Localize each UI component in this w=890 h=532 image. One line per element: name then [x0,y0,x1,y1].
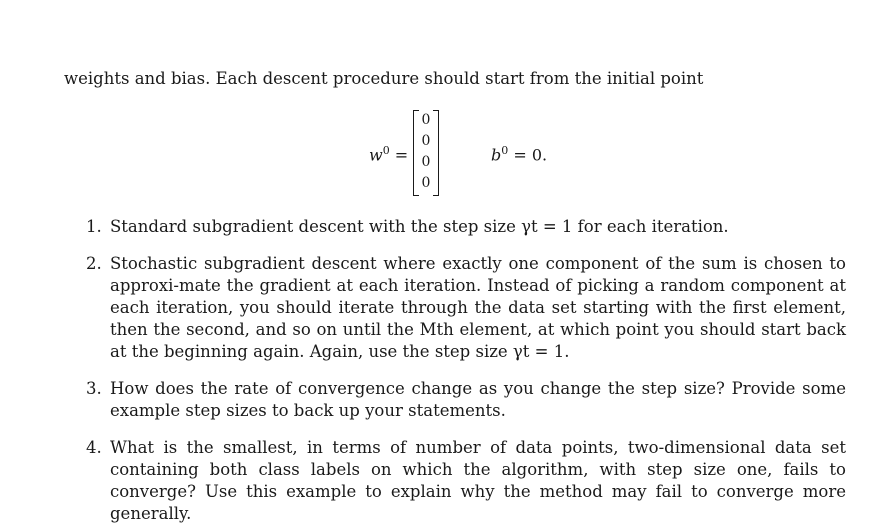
vector-entry: 0 [421,133,431,149]
item-number: 1. [86,217,102,236]
item-number: 2. [86,254,102,273]
list-item [86,253,846,363]
w-symbol: w [369,145,383,165]
w-superscript: 0 [382,144,390,157]
intro-paragraph: weights and bias. Each descent procedure should start from the initial point [64,69,704,88]
list-item [86,216,846,238]
item-text: How does the rate of convergence change as you change the step size? Provide some example step sizes to back up your statements. [110,379,846,420]
vector-entry: 0 [421,175,431,191]
item-number: 3. [86,379,102,398]
w0-label [369,144,408,164]
item-text: Stochastic subgradient descent where exactly one component of the sum is chosen to approxi-mate the gradient at each iteration. Instead of picking a random component at each iteration, you should iterate through the data set starting with the first element, then the second, and so on until the Mth element, at which point you should start back at the beginning again. Again, use the step size γt = 1. [110,254,846,361]
vector-entries [413,110,439,194]
b-rhs: = 0. [513,145,548,165]
b-symbol: b [491,145,502,165]
item-text: What is the smallest, in terms of number of data points, two-dimensional data set containing both class labels on which the algorithm, with step size one, fails to converge? Use this example to explain why the method may fail to converge more generally. [110,438,846,523]
question-list [86,216,846,525]
list-item [86,378,846,422]
item-text: Standard subgradient descent with the step size γt = 1 for each iteration. [110,217,729,236]
vector-entry: 0 [421,112,431,128]
w0-vector [413,110,439,194]
list-item [86,437,846,525]
b0-equation [491,144,547,164]
w-equals: = [394,145,409,165]
b-superscript: 0 [501,144,509,157]
vector-entry: 0 [421,154,431,170]
item-number: 4. [86,438,102,457]
